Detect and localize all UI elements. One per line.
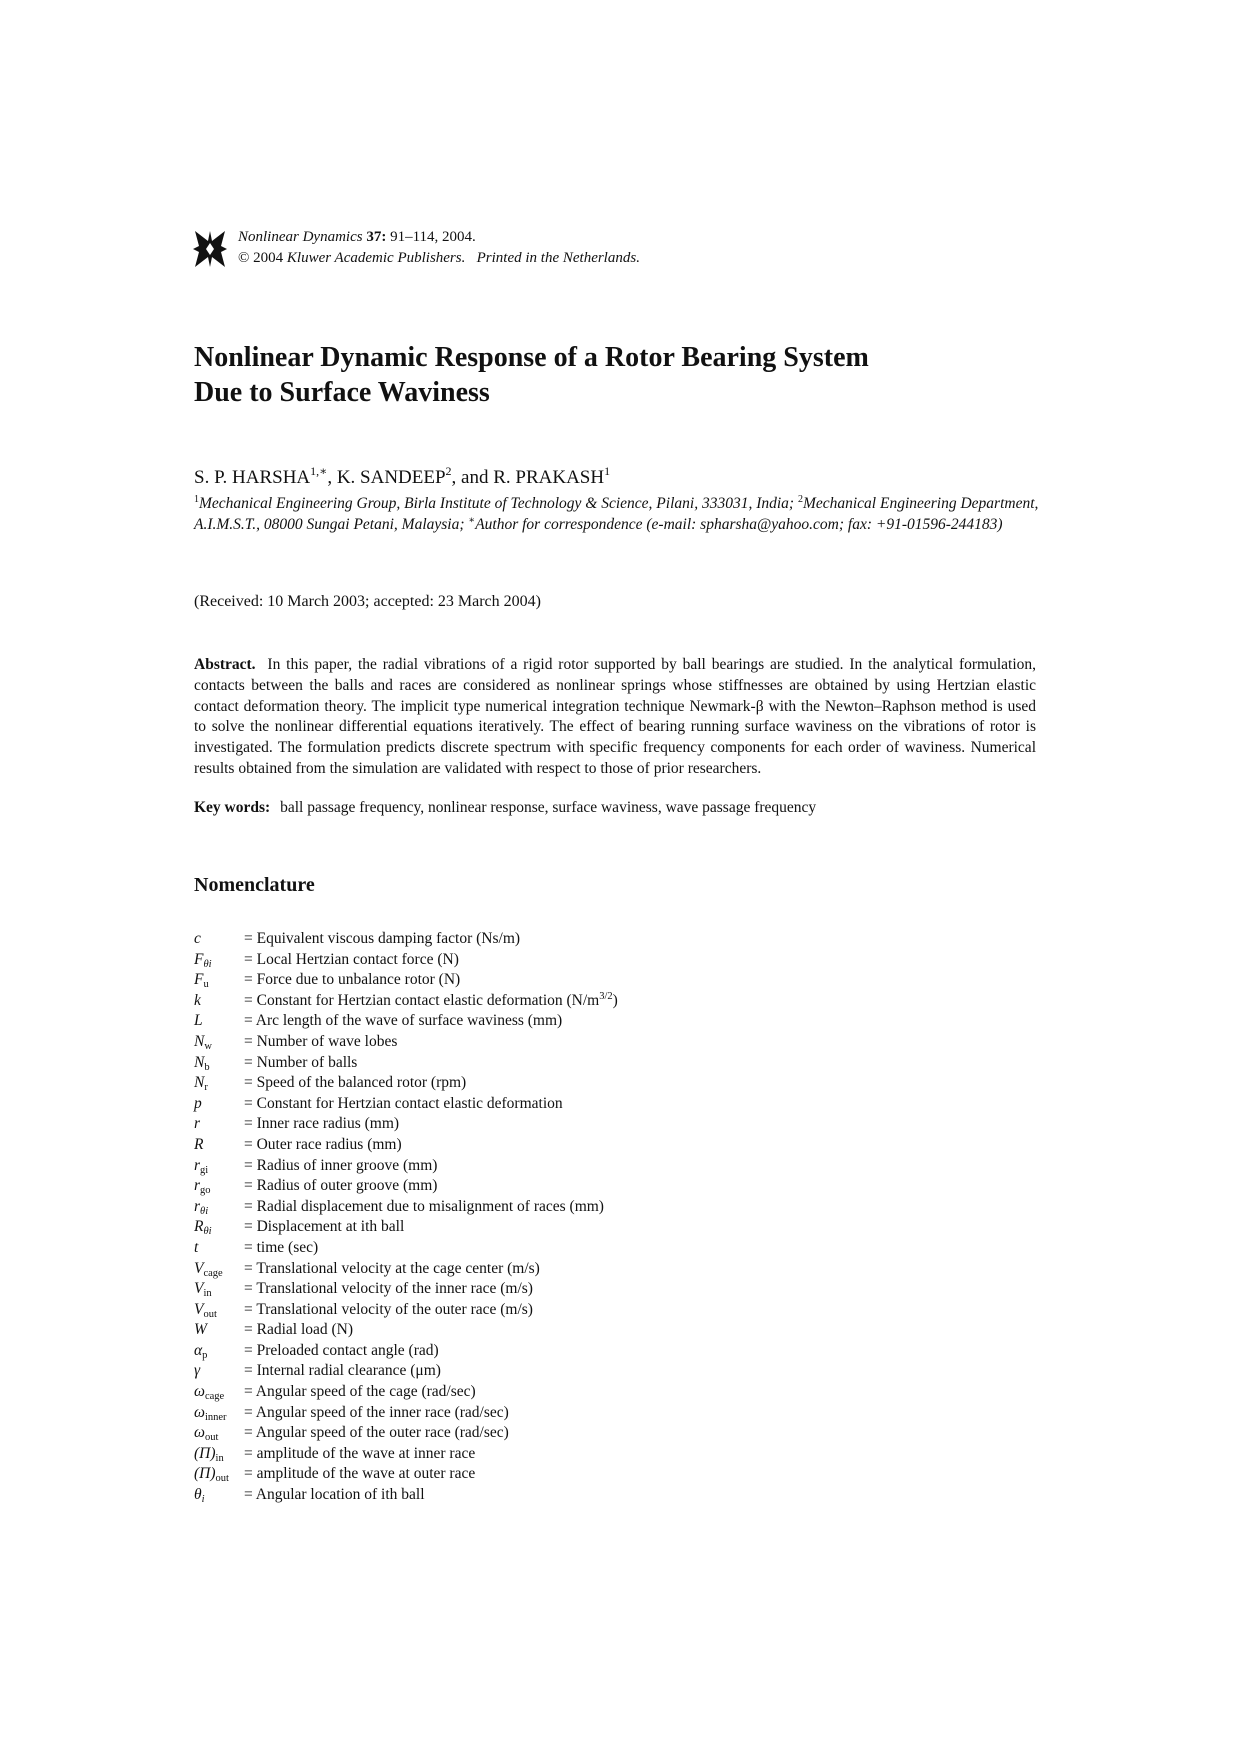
nomenclature-definition [244, 1464, 475, 1485]
nomenclature-definition [244, 1444, 475, 1465]
nomenclature-symbol [194, 1156, 242, 1177]
nomenclature-row [194, 1011, 894, 1032]
nomenclature-symbol [194, 1135, 242, 1156]
affil-marker-2: 2 [797, 494, 803, 505]
definition-text: = Force due to unbalance rotor (N) [244, 971, 461, 989]
nomenclature-definition [244, 1382, 476, 1403]
nomenclature-row [194, 1032, 894, 1053]
definition-text: = Translational velocity of the outer race (m/s) [244, 1300, 533, 1318]
nomenclature-definition [244, 1238, 318, 1259]
definition-text: = Angular speed of the cage (rad/sec) [244, 1383, 476, 1401]
publisher-name: Kluwer Academic Publishers. [286, 250, 466, 266]
nomenclature-row [194, 1320, 894, 1341]
symbol-subscript: gi [200, 1164, 209, 1176]
nomenclature-symbol [194, 1341, 242, 1362]
keywords [194, 797, 816, 818]
copyright-line [238, 248, 640, 269]
nomenclature-symbol [194, 1320, 242, 1341]
author-1-name: S. P. HARSHA [194, 467, 311, 488]
abstract-label: Abstract. [194, 656, 256, 673]
journal-pages: 91–114, 2004. [386, 229, 476, 245]
nomenclature-symbol [194, 1403, 242, 1424]
keywords-text: ball passage frequency, nonlinear response, surface waviness, wave passage frequency [280, 799, 817, 816]
definition-text: = Equivalent viscous damping factor (Ns/m) [244, 930, 521, 947]
author-list [194, 466, 610, 490]
nomenclature-row [194, 1197, 894, 1218]
symbol-subscript: out [204, 1432, 219, 1444]
symbol-subscript: p [202, 1349, 208, 1361]
nomenclature-symbol [194, 1032, 242, 1053]
definition-text: = Radial displacement due to misalignment of races (mm) [244, 1197, 604, 1215]
nomenclature-definition [244, 1341, 439, 1362]
nomenclature-definition [244, 950, 459, 971]
definition-text: = Constant for Hertzian contact elastic deformation [244, 1094, 563, 1112]
paper-title [194, 340, 1094, 410]
nomenclature-symbol [194, 1382, 242, 1403]
nomenclature-symbol [194, 1485, 242, 1506]
symbol-base: c [194, 930, 201, 947]
symbol-subscript: w [204, 1040, 212, 1052]
nomenclature-row [194, 1300, 894, 1321]
nomenclature-row [194, 1341, 894, 1362]
affil-text-1: Mechanical Engineering Group, Birla Institute of Technology & Science, Pilani, 333031, India; [199, 495, 798, 512]
nomenclature-row [194, 1176, 894, 1197]
nomenclature-symbol [194, 1300, 242, 1321]
nomenclature-symbol [194, 1444, 242, 1465]
symbol-base: r [194, 1156, 201, 1174]
nomenclature-definition [244, 1114, 399, 1135]
nomenclature-symbol [194, 991, 242, 1012]
nomenclature-symbol [194, 1053, 242, 1074]
nomenclature-definition [244, 1011, 562, 1032]
definition-text: = amplitude of the wave at outer race [244, 1465, 476, 1483]
symbol-subscript: out [215, 1473, 229, 1485]
nomenclature-row [194, 1382, 894, 1403]
nomenclature-list [194, 929, 894, 1506]
symbol-base: ω [194, 1383, 205, 1401]
definition-tail: ) [612, 991, 618, 1009]
nomenclature-row [194, 991, 894, 1012]
journal-volume: 37: [366, 229, 387, 245]
symbol-subscript: θi [203, 1226, 212, 1238]
nomenclature-row [194, 1135, 894, 1156]
keywords-label: Key words: [194, 799, 271, 816]
author-separator: , and [451, 467, 494, 488]
journal-name: Nonlinear Dynamics [238, 229, 363, 245]
nomenclature-symbol [194, 1217, 242, 1238]
nomenclature-definition [244, 991, 618, 1012]
symbol-base: R [194, 1135, 204, 1153]
nomenclature-row [194, 1156, 894, 1177]
nomenclature-definition [244, 1135, 402, 1156]
symbol-subscript: b [204, 1061, 210, 1073]
copyright-year: © 2004 [238, 250, 287, 266]
nomenclature-row [194, 929, 894, 950]
definition-text: = Angular location of ith ball [244, 1486, 425, 1504]
nomenclature-symbol [194, 1423, 242, 1444]
nomenclature-definition [244, 1279, 533, 1300]
nomenclature-row [194, 1485, 894, 1506]
author-2-name: K. SANDEEP [336, 467, 446, 488]
symbol-subscript: out [203, 1308, 217, 1320]
definition-text: = Translational velocity at the cage center (m/s) [244, 1259, 540, 1277]
definition-text: = Angular speed of the inner race (rad/sec) [244, 1403, 509, 1421]
symbol-base: R [194, 1218, 204, 1236]
definition-text: = Translational velocity of the inner race (m/s) [244, 1280, 533, 1298]
definition-text: = Radius of inner groove (mm) [244, 1156, 438, 1174]
symbol-base: θ [194, 1486, 202, 1504]
symbol-base: k [194, 991, 201, 1009]
symbol-base: α [194, 1341, 203, 1359]
nomenclature-heading: Nomenclature [194, 874, 315, 896]
definition-text: = Inner race radius (mm) [244, 1115, 400, 1133]
nomenclature-row [194, 1279, 894, 1300]
symbol-base: N [194, 1032, 205, 1050]
nomenclature-row [194, 1444, 894, 1465]
nomenclature-row [194, 950, 894, 971]
abstract-text: In this paper, the radial vibrations of a rigid rotor supported by ball bearings are studied. In the analytical formulation, contacts between the balls and races are considered as nonlinear springs whose stiffnesses are obtained by using Hertzian elastic contact deformation theory. The implicit type numerical integration technique Newmark-β with the Newton–Raphson method is used to solve the nonlinear differential equations iteratively. The effect of bearing running surface waviness on the vibrations of rotor is investigated. The formulation predicts discrete spectrum with specific frequency components for each order of waviness. Numerical results obtained from the simulation are validated with respect to those of prior researchers. [194, 656, 1036, 777]
symbol-base: V [194, 1280, 204, 1298]
nomenclature-symbol [194, 1114, 242, 1135]
definition-text: = Radial load (N) [244, 1321, 354, 1339]
symbol-base: r [194, 1115, 201, 1133]
symbol-subscript: θi [203, 958, 212, 970]
symbol-subscript: θi [200, 1205, 209, 1217]
title-line-1: Nonlinear Dynamic Response of a Rotor Bearing System [194, 342, 869, 373]
nomenclature-definition [244, 929, 520, 950]
nomenclature-definition [244, 1073, 466, 1094]
nomenclature-definition [244, 1300, 533, 1321]
nomenclature-definition [244, 1361, 441, 1382]
definition-text: = Displacement at ith ball [244, 1218, 405, 1236]
affil-marker-3: ∗ [468, 515, 476, 526]
nomenclature-definition [244, 1320, 353, 1341]
definition-text: = Number of wave lobes [244, 1032, 398, 1050]
nomenclature-row [194, 1238, 894, 1259]
definition-text: = Radius of outer groove (mm) [244, 1177, 438, 1195]
nomenclature-row [194, 1217, 894, 1238]
nomenclature-row [194, 1464, 894, 1485]
nomenclature-definition [244, 1197, 604, 1218]
symbol-base: N [194, 1074, 205, 1092]
title-line-2: Due to Surface Waviness [194, 377, 490, 408]
nomenclature-symbol [194, 1259, 242, 1280]
nomenclature-row [194, 1094, 894, 1115]
symbol-base: F [194, 950, 204, 968]
author-2-affil: 2 [445, 464, 452, 478]
symbol-base: V [194, 1259, 204, 1277]
symbol-subscript: r [204, 1082, 208, 1094]
symbol-subscript: i [201, 1494, 205, 1506]
symbol-base: ω [194, 1403, 205, 1421]
nomenclature-row [194, 1073, 894, 1094]
nomenclature-symbol [194, 1279, 242, 1300]
nomenclature-symbol [194, 1176, 242, 1197]
definition-text: = Arc length of the wave of surface waviness (mm) [244, 1012, 563, 1030]
nomenclature-symbol [194, 1238, 242, 1259]
nomenclature-symbol [194, 1073, 242, 1094]
definition-text: = Local Hertzian contact force (N) [244, 950, 459, 968]
definition-text: = time (sec) [244, 1238, 319, 1256]
symbol-base: t [194, 1238, 199, 1256]
nomenclature-definition [244, 1176, 437, 1197]
symbol-base: p [194, 1094, 202, 1112]
symbol-subscript: cage [204, 1391, 225, 1403]
nomenclature-definition [244, 1156, 437, 1177]
nomenclature-definition [244, 970, 460, 991]
symbol-base: N [194, 1053, 205, 1071]
nomenclature-symbol [194, 1464, 242, 1485]
nomenclature-row [194, 1259, 894, 1280]
definition-text: = Number of balls [244, 1053, 358, 1071]
symbol-base: L [194, 1012, 203, 1030]
publisher-tulip-logo [193, 229, 227, 269]
definition-superscript: 3/2 [599, 990, 613, 1002]
symbol-base: r [194, 1197, 201, 1215]
symbol-base: V [194, 1300, 204, 1318]
affiliations [194, 493, 1054, 535]
symbol-base: γ [194, 1362, 201, 1380]
affil-marker-1: 1 [194, 494, 199, 505]
nomenclature-row [194, 1361, 894, 1382]
nomenclature-symbol [194, 1011, 242, 1032]
symbol-base: W [194, 1321, 207, 1339]
received-dates: (Received: 10 March 2003; accepted: 23 March 2004) [194, 593, 541, 610]
definition-text: = amplitude of the wave at inner race [244, 1444, 476, 1462]
nomenclature-symbol [194, 1094, 242, 1115]
journal-citation-line [238, 227, 640, 248]
definition-text: = Angular speed of the outer race (rad/sec) [244, 1424, 509, 1442]
nomenclature-row [194, 1403, 894, 1424]
symbol-base: F [194, 971, 204, 989]
correspondence-text: Author for correspondence (e-mail: spharsha@yahoo.com; fax: +91-01596-244183) [475, 516, 1003, 533]
symbol-base: r [194, 1177, 201, 1195]
definition-text: = Speed of the balanced rotor (rpm) [244, 1074, 467, 1092]
symbol-subscript: cage [203, 1267, 223, 1279]
symbol-subscript: inner [204, 1411, 227, 1423]
definition-text: = Outer race radius (mm) [244, 1135, 402, 1153]
nomenclature-symbol [194, 1197, 242, 1218]
author-3-name: R. PRAKASH [493, 467, 605, 488]
symbol-base: (Π) [194, 1465, 216, 1483]
nomenclature-row [194, 1423, 894, 1444]
author-1-affil: 1,∗ [310, 464, 328, 478]
symbol-base: ω [194, 1424, 205, 1442]
symbol-subscript: in [203, 1288, 212, 1300]
nomenclature-symbol [194, 970, 242, 991]
nomenclature-row [194, 970, 894, 991]
definition-text: = Constant for Hertzian contact elastic deformation (N/m [244, 991, 600, 1009]
author-3-affil: 1 [604, 464, 611, 478]
symbol-base: (Π) [194, 1444, 216, 1462]
abstract [194, 655, 1036, 780]
nomenclature-definition [244, 1094, 563, 1115]
nomenclature-definition [244, 1217, 404, 1238]
nomenclature-definition [244, 1423, 509, 1444]
nomenclature-symbol [194, 1361, 242, 1382]
definition-text: = Preloaded contact angle (rad) [244, 1341, 439, 1359]
printed-location: Printed in the Netherlands. [476, 250, 640, 266]
nomenclature-row [194, 1053, 894, 1074]
symbol-subscript: go [200, 1185, 211, 1197]
nomenclature-symbol [194, 929, 242, 950]
nomenclature-definition [244, 1032, 397, 1053]
symbol-subscript: in [215, 1452, 224, 1464]
nomenclature-definition [244, 1053, 357, 1074]
definition-text: = Internal radial clearance (μm) [244, 1362, 441, 1380]
nomenclature-definition [244, 1403, 509, 1424]
nomenclature-definition [244, 1259, 540, 1280]
nomenclature-symbol [194, 950, 242, 971]
symbol-subscript: u [203, 979, 209, 991]
nomenclature-definition [244, 1485, 425, 1506]
affil-text-2: Mechanical Engineering Department, A.I.M.S.T., 08000 Sungai Petani, Malaysia; [194, 495, 1039, 533]
author-separator: , [327, 467, 337, 488]
nomenclature-row [194, 1114, 894, 1135]
